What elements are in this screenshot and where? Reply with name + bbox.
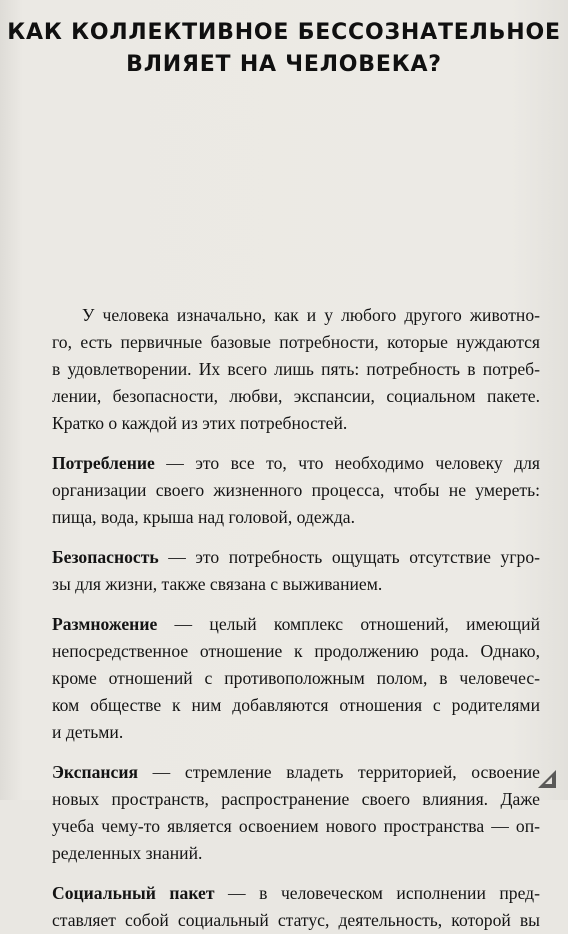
definition-text: — это потребность ощущать отсутствие угро- — [158, 547, 540, 567]
expansion-paragraph — [52, 759, 540, 867]
text-line: пища, вода, крыша над головой, одежда. — [52, 507, 355, 527]
page-title-line-1: КАК КОЛЛЕКТИВНОЕ БЕССОЗНАТЕЛЬНОЕ — [7, 20, 561, 45]
term-reproduction: Размножение — [52, 614, 158, 634]
text-line: в удовлетворении. Их всего лишь пять: потребность в потреб- — [52, 359, 540, 379]
definition-text: — в человеческом исполнении пред- — [214, 883, 540, 903]
text-line: учеба чему-то является освоением нового пространства — оп- — [52, 816, 540, 836]
text-line — [52, 880, 540, 907]
term-safety: Безопасность — [52, 547, 159, 567]
text-line: и детьми. — [52, 722, 124, 742]
social-paragraph — [52, 880, 540, 934]
definition-text: — это все то, что необходимо человеку для — [154, 453, 540, 473]
text-line — [52, 611, 540, 638]
text-line: ределенных знаний. — [52, 843, 203, 863]
text-line: Кратко о каждой из этих потребностей. — [52, 413, 348, 433]
text-line: ком обществе к ним добавляются отношения с родителями — [52, 695, 540, 715]
text-line: зы для жизни, также связана с выживанием. — [52, 574, 383, 594]
text-line — [52, 544, 540, 571]
text-line: непосредственное отношение к продолжению рода. Однако, — [52, 641, 540, 661]
definition-text: — целый комплекс отношений, имеющий — [157, 614, 540, 634]
text-line — [52, 759, 540, 786]
term-consumption: Потребление — [52, 453, 155, 473]
text-line: лении, безопасности, любви, экспансии, социальном пакете. — [52, 386, 540, 406]
text-line: ставляет собой социальный статус, деятельность, которой вы — [52, 910, 540, 930]
consumption-paragraph — [52, 450, 540, 531]
intro-paragraph — [52, 302, 540, 437]
text-line — [52, 450, 540, 477]
safety-paragraph — [52, 544, 540, 598]
text-line: новых пространств, распространение своего влияния. Даже — [52, 789, 540, 809]
definition-text: — стремление владеть территорией, освоение — [137, 762, 540, 782]
text-line: организации своего жизненного процесса, чтобы не умереть: — [52, 480, 540, 500]
text-line: го, есть первичные базовые потребности, которые нуждаются — [52, 332, 540, 352]
body-text — [52, 302, 540, 934]
term-social-package: Социальный пакет — [52, 883, 215, 903]
reproduction-paragraph — [52, 611, 540, 746]
term-expansion: Экспансия — [52, 762, 138, 782]
page-title-line-2: ВЛИЯЕТ НА ЧЕЛОВЕКА? — [126, 52, 442, 77]
page-corner-logo-icon — [536, 768, 558, 790]
text-line: кроме отношений с противоположным полом, в человечес- — [52, 668, 540, 688]
text-line: У человека изначально, как и у любого другого животно- — [82, 305, 540, 325]
